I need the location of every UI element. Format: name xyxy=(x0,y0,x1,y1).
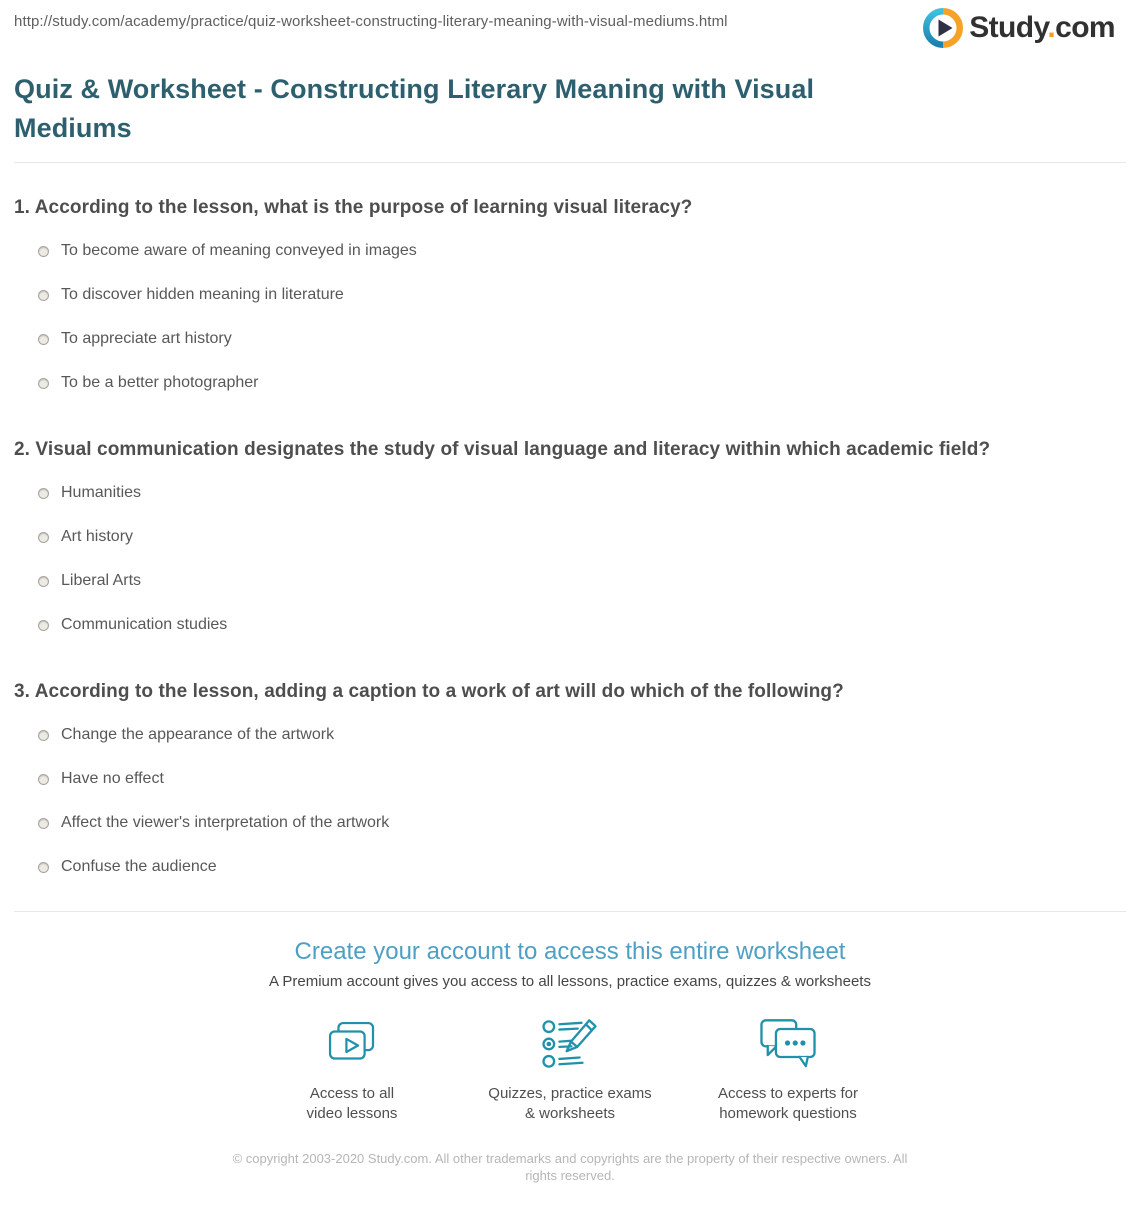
feature-label: Access to all video lessons xyxy=(306,1085,398,1122)
feature-list xyxy=(14,1020,1126,1124)
radio-button[interactable] xyxy=(38,620,49,631)
quiz-pencil-icon xyxy=(470,1020,670,1070)
cta-subheading: A Premium account gives you access to all lessons, practice exams, quizzes & worksheets xyxy=(269,973,871,990)
option-label: Liberal Arts xyxy=(61,572,142,589)
studycom-play-icon xyxy=(923,8,963,48)
section-divider xyxy=(14,911,1126,912)
copyright-text: © copyright 2003-2020 Study.com. All other trademarks and copyrights are the property of their respective owners. All rights reserved. xyxy=(232,1151,908,1183)
answer-option[interactable] xyxy=(14,845,1126,889)
answer-option[interactable] xyxy=(14,713,1126,757)
radio-button[interactable] xyxy=(38,818,49,829)
radio-button[interactable] xyxy=(38,290,49,301)
page-url: http://study.com/academy/practice/quiz-worksheet-constructing-literary-meaning-with-visual-mediums.html xyxy=(14,13,728,30)
radio-button[interactable] xyxy=(38,246,49,257)
radio-button[interactable] xyxy=(38,576,49,587)
answer-option[interactable] xyxy=(14,757,1126,801)
question-3-options xyxy=(14,713,1126,889)
question-1-text: 1. According to the lesson, what is the purpose of learning visual literacy? xyxy=(14,197,693,218)
question-1-options xyxy=(14,229,1126,405)
answer-option[interactable] xyxy=(14,515,1126,559)
option-label: Humanities xyxy=(61,484,142,501)
question-2-text: 2. Visual communication designates the study of visual language and literacy within which academic field? xyxy=(14,439,991,460)
radio-button[interactable] xyxy=(38,488,49,499)
answer-option[interactable] xyxy=(14,471,1126,515)
feature-label: Quizzes, practice exams & worksheets xyxy=(488,1085,652,1122)
answer-option[interactable] xyxy=(14,273,1126,317)
create-account-section xyxy=(14,936,1126,1184)
answer-option[interactable] xyxy=(14,229,1126,273)
feature-expert-help xyxy=(688,1020,888,1124)
option-label: Affect the viewer's interpretation of the artwork xyxy=(61,814,390,831)
question-3 xyxy=(14,679,1126,889)
option-label: Art history xyxy=(61,528,134,545)
question-3-text: 3. According to the lesson, adding a caption to a work of art will do which of the following? xyxy=(14,681,844,702)
radio-button[interactable] xyxy=(38,378,49,389)
quiz-questions xyxy=(14,195,1126,889)
option-label: Communication studies xyxy=(61,616,228,633)
studycom-logo[interactable] xyxy=(923,8,1115,48)
question-2-options xyxy=(14,471,1126,647)
answer-option[interactable] xyxy=(14,559,1126,603)
option-label: Confuse the audience xyxy=(61,858,217,875)
option-label: To become aware of meaning conveyed in images xyxy=(61,242,417,259)
feature-label: Access to experts for homework questions xyxy=(717,1085,859,1122)
answer-option[interactable] xyxy=(14,801,1126,845)
radio-button[interactable] xyxy=(38,730,49,741)
option-label: Change the appearance of the artwork xyxy=(61,726,335,743)
option-label: To be a better photographer xyxy=(61,374,259,391)
cta-heading[interactable]: Create your account to access this entire worksheet xyxy=(294,938,846,965)
option-label: Have no effect xyxy=(61,770,164,787)
question-1 xyxy=(14,195,1126,405)
option-label: To discover hidden meaning in literature xyxy=(61,286,344,303)
option-label: To appreciate art history xyxy=(61,330,232,347)
radio-button[interactable] xyxy=(38,532,49,543)
page-title: Quiz & Worksheet - Constructing Literary Meaning with Visual Mediums xyxy=(14,74,815,143)
radio-button[interactable] xyxy=(38,334,49,345)
radio-button[interactable] xyxy=(38,862,49,873)
title-divider xyxy=(14,162,1126,163)
video-lessons-icon xyxy=(252,1020,452,1070)
feature-video-lessons xyxy=(252,1020,452,1124)
radio-button[interactable] xyxy=(38,774,49,785)
page-header xyxy=(14,0,1126,56)
answer-option[interactable] xyxy=(14,361,1126,405)
question-2 xyxy=(14,437,1126,647)
answer-option[interactable] xyxy=(14,317,1126,361)
feature-quizzes-worksheets xyxy=(470,1020,670,1124)
studycom-wordmark: Study.com xyxy=(969,11,1115,44)
chat-bubbles-icon xyxy=(688,1020,888,1070)
answer-option[interactable] xyxy=(14,603,1126,647)
